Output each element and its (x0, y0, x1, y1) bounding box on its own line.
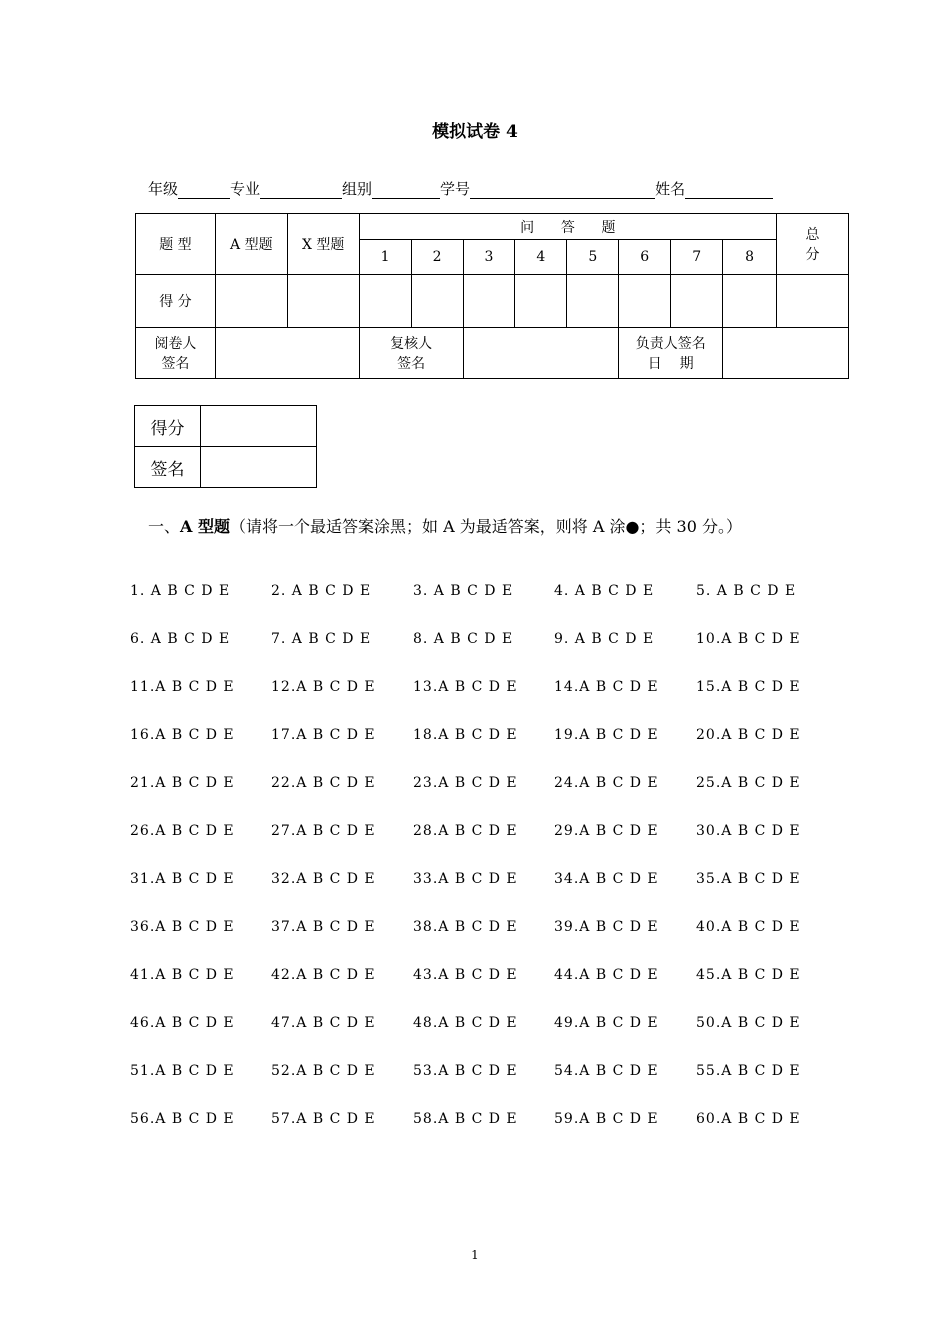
checker-sign-cell[interactable] (463, 328, 619, 379)
answer-item-4[interactable]: 4. A B C D E (554, 583, 655, 599)
answer-item-12[interactable]: 12.A B C D E (271, 679, 376, 695)
student-info-line (148, 178, 773, 199)
answer-item-51[interactable]: 51.A B C D E (130, 1063, 235, 1079)
answer-item-17[interactable]: 17.A B C D E (271, 727, 376, 743)
score-cell-a-type[interactable] (215, 275, 287, 328)
answer-row (130, 967, 870, 1015)
score-cell-qa-8[interactable] (723, 275, 777, 328)
answer-item-32[interactable]: 32.A B C D E (271, 871, 376, 887)
answer-item-42[interactable]: 42.A B C D E (271, 967, 376, 983)
score-cell-qa-2[interactable] (411, 275, 463, 328)
section-sign-cell[interactable] (201, 447, 317, 488)
answer-item-40[interactable]: 40.A B C D E (696, 919, 801, 935)
answer-item-54[interactable]: 54.A B C D E (554, 1063, 659, 1079)
answer-item-38[interactable]: 38.A B C D E (413, 919, 518, 935)
answer-item-35[interactable]: 35.A B C D E (696, 871, 801, 887)
answer-item-26[interactable]: 26.A B C D E (130, 823, 235, 839)
qa-number-1: 1 (359, 240, 411, 275)
answer-item-2[interactable]: 2. A B C D E (271, 583, 372, 599)
answer-item-14[interactable]: 14.A B C D E (554, 679, 659, 695)
answer-item-23[interactable]: 23.A B C D E (413, 775, 518, 791)
answer-item-29[interactable]: 29.A B C D E (554, 823, 659, 839)
answer-item-43[interactable]: 43.A B C D E (413, 967, 518, 983)
answer-item-16[interactable]: 16.A B C D E (130, 727, 235, 743)
answer-row (130, 727, 870, 775)
answer-item-30[interactable]: 30.A B C D E (696, 823, 801, 839)
page-number: 1 (471, 1248, 479, 1262)
leader-sign-cell[interactable] (723, 328, 849, 379)
answer-item-22[interactable]: 22.A B C D E (271, 775, 376, 791)
score-row-label: 得 分 (136, 275, 216, 328)
qa-number-8: 8 (723, 240, 777, 275)
answer-row (130, 631, 870, 679)
score-cell-qa-3[interactable] (463, 275, 515, 328)
qa-header: 问 答 题 (359, 214, 776, 240)
reviewer-sign-cell[interactable] (215, 328, 359, 379)
answer-item-13[interactable]: 13.A B C D E (413, 679, 518, 695)
major-label: 专业 (230, 180, 261, 198)
name-label: 姓名 (655, 180, 686, 198)
section-heading (148, 514, 742, 537)
answer-row (130, 823, 870, 871)
name-field[interactable] (685, 180, 773, 199)
leader-label-line2: 日 期 (647, 356, 694, 372)
answer-item-37[interactable]: 37.A B C D E (271, 919, 376, 935)
total-header (777, 214, 849, 275)
group-field[interactable] (372, 180, 440, 199)
answer-item-33[interactable]: 33.A B C D E (413, 871, 518, 887)
leader-label (619, 328, 723, 379)
answer-item-41[interactable]: 41.A B C D E (130, 967, 235, 983)
answer-item-18[interactable]: 18.A B C D E (413, 727, 518, 743)
answer-row (130, 1015, 870, 1063)
section-prefix: 一、 (148, 517, 181, 536)
answer-item-57[interactable]: 57.A B C D E (271, 1111, 376, 1127)
type-header: 题 型 (136, 214, 216, 275)
answer-item-52[interactable]: 52.A B C D E (271, 1063, 376, 1079)
total-header-line1: 总 (805, 227, 820, 243)
answer-row (130, 679, 870, 727)
section-score-label: 得分 (135, 406, 201, 447)
leader-label-line1: 负责人签名 (635, 336, 706, 352)
score-cell-total[interactable] (777, 275, 849, 328)
qa-number-6: 6 (619, 240, 671, 275)
answer-row (130, 871, 870, 919)
answer-row (130, 1063, 870, 1111)
answer-row (130, 1111, 870, 1159)
answer-item-28[interactable]: 28.A B C D E (413, 823, 518, 839)
answer-item-7[interactable]: 7. A B C D E (271, 631, 372, 647)
answer-item-6[interactable]: 6. A B C D E (130, 631, 231, 647)
qa-number-3: 3 (463, 240, 515, 275)
answer-item-24[interactable]: 24.A B C D E (554, 775, 659, 791)
answer-item-31[interactable]: 31.A B C D E (130, 871, 235, 887)
score-cell-qa-7[interactable] (671, 275, 723, 328)
major-field[interactable] (260, 180, 342, 199)
checker-label-line2: 签名 (397, 356, 426, 372)
answer-item-27[interactable]: 27.A B C D E (271, 823, 376, 839)
exam-title: 模拟试卷 4 (432, 122, 518, 142)
score-cell-qa-4[interactable] (515, 275, 567, 328)
answer-item-55[interactable]: 55.A B C D E (696, 1063, 801, 1079)
answer-item-45[interactable]: 45.A B C D E (696, 967, 801, 983)
answer-item-39[interactable]: 39.A B C D E (554, 919, 659, 935)
reviewer-label (136, 328, 216, 379)
student-id-field[interactable] (470, 180, 655, 199)
answer-item-47[interactable]: 47.A B C D E (271, 1015, 376, 1031)
qa-number-2: 2 (411, 240, 463, 275)
student-id-label: 学号 (440, 180, 471, 198)
answer-item-49[interactable]: 49.A B C D E (554, 1015, 659, 1031)
answer-row (130, 583, 870, 631)
score-cell-x-type[interactable] (287, 275, 359, 328)
x-type-header: X 型题 (287, 214, 359, 275)
score-cell-qa-6[interactable] (619, 275, 671, 328)
score-cell-qa-1[interactable] (359, 275, 411, 328)
answer-item-34[interactable]: 34.A B C D E (554, 871, 659, 887)
section-score-cell[interactable] (201, 406, 317, 447)
score-table (135, 213, 849, 379)
a-type-header: A 型题 (215, 214, 287, 275)
answer-item-21[interactable]: 21.A B C D E (130, 775, 235, 791)
answer-item-9[interactable]: 9. A B C D E (554, 631, 655, 647)
answer-item-25[interactable]: 25.A B C D E (696, 775, 801, 791)
checker-label (359, 328, 463, 379)
answer-item-44[interactable]: 44.A B C D E (554, 967, 659, 983)
answer-item-15[interactable]: 15.A B C D E (696, 679, 801, 695)
answer-item-20[interactable]: 20.A B C D E (696, 727, 801, 743)
grade-field[interactable] (178, 180, 230, 199)
answer-item-50[interactable]: 50.A B C D E (696, 1015, 801, 1031)
group-label: 组别 (342, 180, 373, 198)
answer-item-1[interactable]: 1. A B C D E (130, 583, 231, 599)
qa-number-7: 7 (671, 240, 723, 275)
answer-item-53[interactable]: 53.A B C D E (413, 1063, 518, 1079)
answer-item-11[interactable]: 11.A B C D E (130, 679, 235, 695)
answer-item-56[interactable]: 56.A B C D E (130, 1111, 235, 1127)
answer-item-3[interactable]: 3. A B C D E (413, 583, 514, 599)
answer-item-5[interactable]: 5. A B C D E (696, 583, 797, 599)
answer-item-46[interactable]: 46.A B C D E (130, 1015, 235, 1031)
section-title: A 型题 (180, 517, 231, 536)
qa-number-5: 5 (567, 240, 619, 275)
answer-item-19[interactable]: 19.A B C D E (554, 727, 659, 743)
total-header-line2: 分 (805, 247, 820, 263)
answer-grid (130, 583, 870, 1159)
answer-item-48[interactable]: 48.A B C D E (413, 1015, 518, 1031)
answer-item-58[interactable]: 58.A B C D E (413, 1111, 518, 1127)
answer-item-8[interactable]: 8. A B C D E (413, 631, 514, 647)
answer-row (130, 775, 870, 823)
reviewer-label-line2: 签名 (161, 356, 190, 372)
section-sign-label: 签名 (135, 447, 201, 488)
answer-item-10[interactable]: 10.A B C D E (696, 631, 801, 647)
qa-number-4: 4 (515, 240, 567, 275)
answer-row (130, 919, 870, 967)
answer-item-36[interactable]: 36.A B C D E (130, 919, 235, 935)
grade-label: 年级 (148, 180, 179, 198)
section-instruction: （请将一个最适答案涂黑；如 A 为最适答案，则将 A 涂●；共 30 分。） (230, 517, 742, 536)
section-score-box (134, 405, 317, 488)
reviewer-label-line1: 阅卷人 (154, 336, 197, 352)
checker-label-line1: 复核人 (390, 336, 433, 352)
answer-item-60[interactable]: 60.A B C D E (696, 1111, 801, 1127)
answer-item-59[interactable]: 59.A B C D E (554, 1111, 659, 1127)
score-cell-qa-5[interactable] (567, 275, 619, 328)
